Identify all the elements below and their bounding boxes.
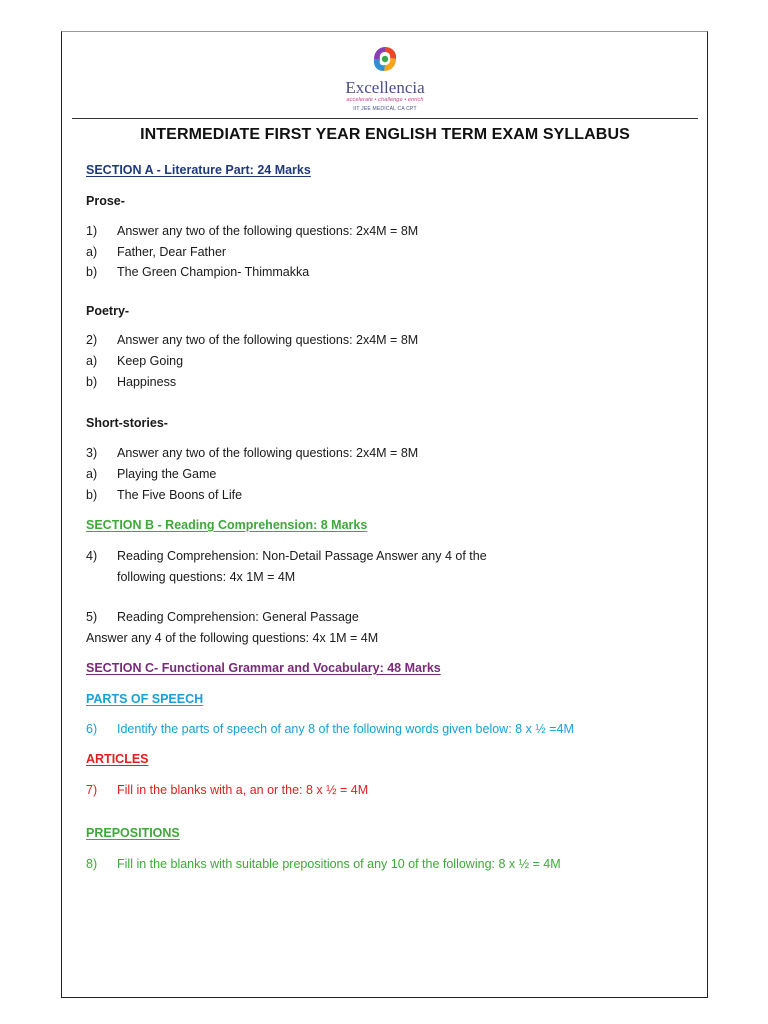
q7-number: 7)	[86, 783, 98, 797]
logo-tagline: accelerate • challenge • enrich	[346, 97, 424, 103]
parts-of-speech-heading: PARTS OF SPEECH	[86, 692, 204, 706]
q8-number: 8)	[86, 857, 98, 871]
page-title: INTERMEDIATE FIRST YEAR ENGLISH TERM EXAM SYLLABUS	[140, 126, 630, 143]
q3-text: Answer any two of the following questions: 2x4M = 8M	[117, 446, 419, 460]
q4-text-line2: following questions: 4x 1M = 4M	[117, 570, 296, 584]
q1-text: Answer any two of the following questions: 2x4M = 8M	[117, 224, 419, 238]
q2-b-label: b)	[86, 375, 98, 389]
q2-a-label: a)	[86, 354, 98, 368]
poetry-label: Poetry-	[86, 304, 130, 318]
q3-b-text: The Five Boons of Life	[117, 488, 243, 502]
q1-a-label: a)	[86, 245, 98, 259]
q8-text: Fill in the blanks with suitable prepositions of any 10 of the following: 8 x ½ = 4M	[117, 857, 561, 871]
q1-b-label: b)	[86, 265, 98, 279]
section-b-heading: SECTION B - Reading Comprehension: 8 Marks	[86, 518, 368, 532]
short-stories-label: Short-stories-	[86, 416, 168, 430]
q4-text-line1: Reading Comprehension: Non-Detail Passage Answer any 4 of the	[117, 549, 487, 563]
q5-text-line1: Reading Comprehension: General Passage	[117, 610, 359, 624]
section-c-heading: SECTION C- Functional Grammar and Vocabulary: 48 Marks	[86, 661, 441, 675]
logo-subtitle: IIT JEE MEDICAL CA CPT	[353, 106, 417, 112]
q2-a-text: Keep Going	[117, 354, 184, 368]
q6-number: 6)	[86, 722, 98, 736]
q3-a-label: a)	[86, 467, 98, 481]
q4-number: 4)	[86, 549, 98, 563]
q2-number: 2)	[86, 333, 98, 347]
q2-b-text: Happiness	[117, 375, 177, 389]
section-a-heading: SECTION A - Literature Part: 24 Marks	[86, 163, 311, 177]
logo-swirl-icon	[370, 44, 400, 76]
header-divider	[72, 118, 698, 119]
q6-text: Identify the parts of speech of any 8 of the following words given below: 8 x ½ =4M	[117, 722, 574, 736]
logo-wordmark: Excellencia	[345, 78, 425, 97]
prepositions-heading: PREPOSITIONS	[86, 826, 180, 840]
q1-b-text: The Green Champion- Thimmakka	[117, 265, 310, 279]
q3-b-label: b)	[86, 488, 98, 502]
q5-number: 5)	[86, 610, 98, 624]
q3-a-text: Playing the Game	[117, 467, 217, 481]
q1-number: 1)	[86, 224, 98, 238]
q1-a-text: Father, Dear Father	[117, 245, 227, 259]
q2-text: Answer any two of the following questions: 2x4M = 8M	[117, 333, 419, 347]
q7-text: Fill in the blanks with a, an or the: 8 x ½ = 4M	[117, 783, 369, 797]
articles-heading: ARTICLES	[86, 752, 149, 766]
q3-number: 3)	[86, 446, 98, 460]
q5-text-line2: Answer any 4 of the following questions: 4x 1M = 4M	[86, 631, 379, 645]
excellencia-logo	[333, 44, 437, 116]
prose-label: Prose-	[86, 194, 125, 208]
